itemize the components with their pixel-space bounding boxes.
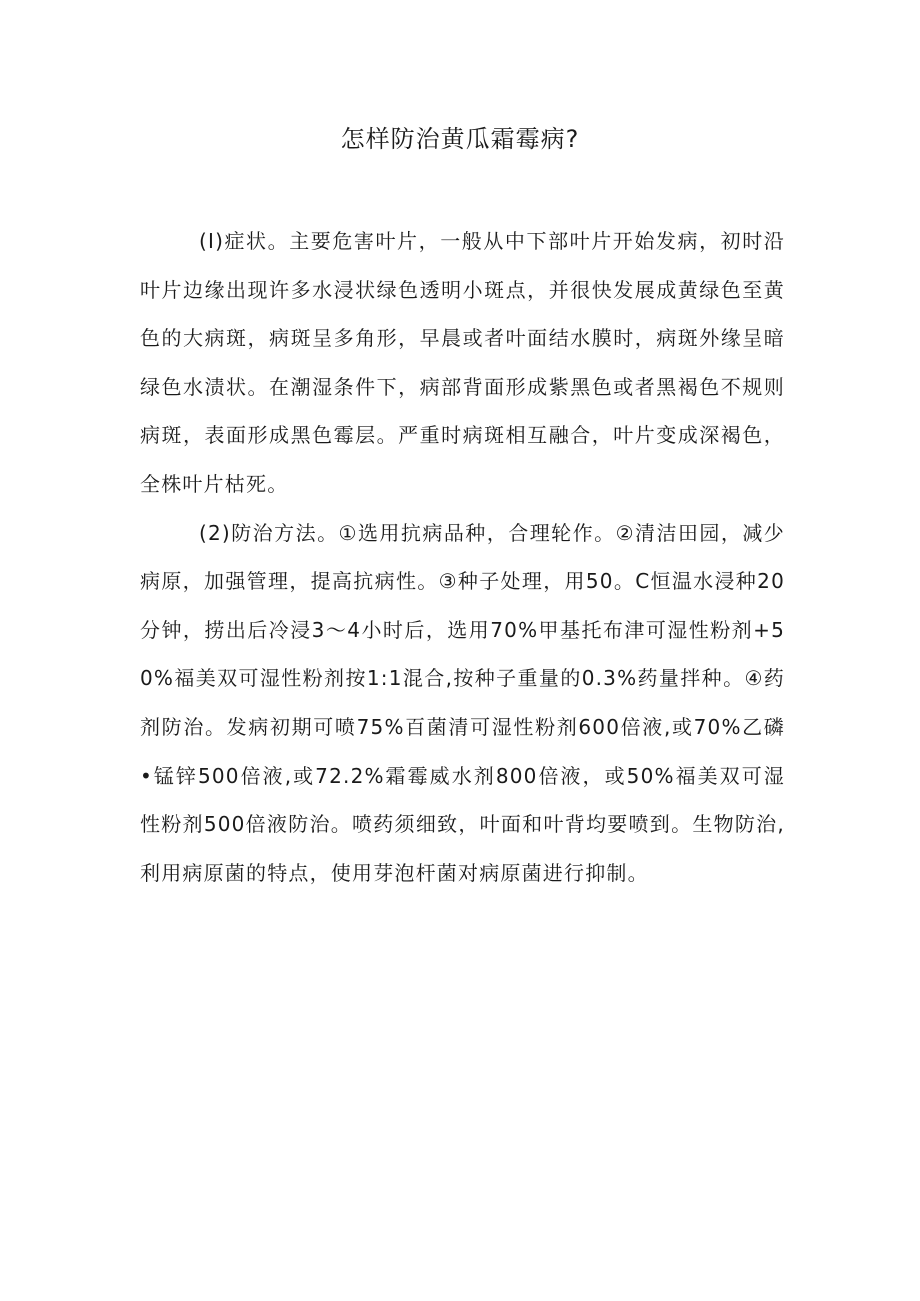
paragraph-symptoms: (I)症状。主要危害叶片，一般从中下部叶片开始发病，初时沿叶片边缘出现许多水浸状绿色透明小斑点，并很快发展成黄绿色至黄色的大病斑，病斑呈多角形，早晨或者叶面结水膜时，病斑外缘呈暗绿色水渍状。在潮湿条件下，病部背面形成紫黑色或者黑褐色不规则病斑，表面形成黑色霉层。严重时病斑相互融合，叶片变成深褐色，全株叶片枯死。 [140,229,785,496]
paragraph-control-methods: (2)防治方法。①选用抗病品种，合理轮作。②清洁田园，减少病原，加强管理，提高抗病性。③种子处理，用50。C恒温水浸种20分钟，捞出后冷浸3～4小时后，选用70%甲基托布津可湿性粉剂+50%福美双可湿性粉剂按1:1混合,按种子重量的0.3%药量拌种。④药剂防治。发病初期可喷75%百菌清可湿性粉剂600倍液,或70%乙磷•锰锌500倍液,或72.2%霜霉威水剂800倍液，或50%福美双可湿性粉剂500倍液防治。喷药须细致，叶面和叶背均要喷到。生物防治,利用病原菌的特点，使用芽泡杆菌对病原菌进行抑制。 [140,520,785,885]
document-body [140,217,785,897]
document-title: 怎样防治黄瓜霜霉病? [340,125,580,153]
